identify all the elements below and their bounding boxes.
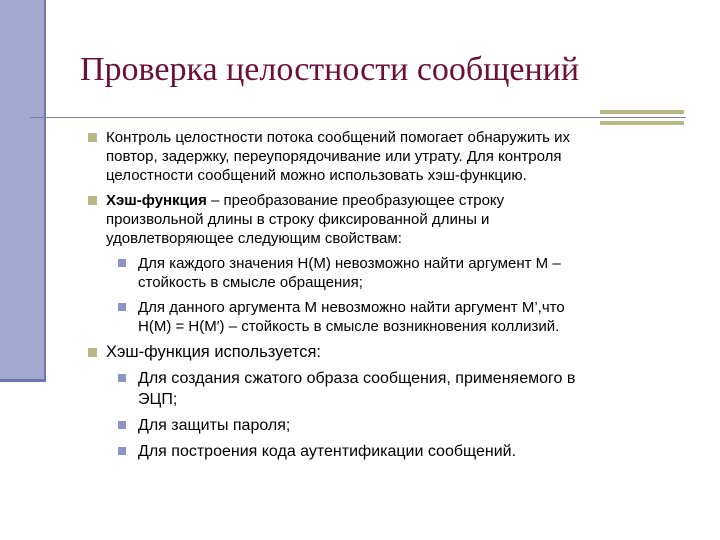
square-bullet-icon [88,348,97,357]
text-line: стойкость в смысле обращения; [138,274,363,291]
text-line: произвольной длины в строку фиксированной длины и [106,211,490,228]
text-line: Хэш-функция используется: [106,343,321,361]
sub-bullet-message-authentication [84,441,694,462]
text-line: Для создания сжатого образа сообщения, применяемого в [138,370,576,387]
square-sub-bullet-icon [118,447,126,455]
definition-text: – преобразование преобразующее строку [206,192,505,209]
square-bullet-icon [88,196,97,205]
square-sub-bullet-icon [118,303,126,311]
title-accent-line-bottom [600,121,684,125]
text-line: ЭЦП; [138,391,178,408]
text-line: Для данного аргумента M невозможно найти аргумент M’,что [138,299,565,316]
text-line: Для защиты пароля; [138,417,291,434]
sub-bullet-collision-resistance [84,298,694,336]
square-sub-bullet-icon [118,374,126,382]
text-line: удовлетворяющее следующим свойствам: [106,230,402,247]
bullet-item-integrity-control [84,128,694,185]
bullet-item-hash-usage [84,342,694,363]
text-line [106,191,694,210]
slide-title: Проверка целостности сообщений [80,51,580,88]
text-line: повтор, задержку, переупорядочивание или утрату. Для контроля [106,148,562,165]
sub-bullet-digital-signature [84,368,694,410]
text-line: Для построения кода аутентификации сообщений. [138,443,517,460]
square-sub-bullet-icon [118,259,126,267]
text-line: Контроль целостности потока сообщений помогает обнаружить их [106,129,571,146]
decorative-side-bar [0,0,46,382]
bullet-item-hash-function-definition [84,191,694,248]
square-sub-bullet-icon [118,421,126,429]
text-line: целостности сообщений можно использовать хэш-функцию. [106,167,527,184]
slide-body [84,128,694,467]
text-line: H(M) = H(M′) – стойкость в смысле возникновения коллизий. [138,318,560,335]
square-bullet-icon [88,133,97,142]
title-accent-line-top [600,110,684,114]
term-hash-function: Хэш-функция [106,192,207,209]
sub-bullet-password-protection [84,415,694,436]
sub-bullet-preimage-resistance [84,254,694,292]
title-divider [30,117,686,118]
text-line: Для каждого значения H(M) невозможно найти аргумент M – [138,255,561,272]
